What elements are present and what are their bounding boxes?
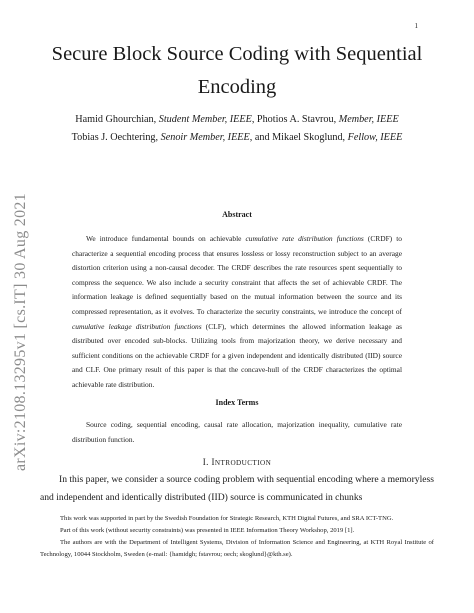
index-terms-text: Source coding, sequential encoding, causal rate allocation, majorization inequality, cumulative rate distribution function. xyxy=(72,420,402,444)
introduction-text: In this paper, we consider a source coding problem with sequential encoding where a memoryless and independent and identically distributed (IID) source is communicated in chunks xyxy=(40,474,434,503)
footnote-prior-work: Part of this work (without security constraints) was presented in IEEE Information Theory Workshop, 2019 [1]. xyxy=(60,527,355,534)
author-1-name: Hamid Ghourchian, xyxy=(75,114,159,125)
author-4-role: Fellow, IEEE xyxy=(347,132,403,143)
paper-title: Secure Block Source Coding with Sequential Encoding xyxy=(51,43,423,98)
abstract-heading: Abstract xyxy=(222,210,252,219)
author-line-2 xyxy=(40,129,434,147)
author-4-name: , and Mikael Skoglund, xyxy=(249,132,348,143)
author-3-role: Senoir Member, IEEE xyxy=(160,132,250,143)
page-number: 1 xyxy=(414,22,418,30)
author-2-name: , Photios A. Stavrou, xyxy=(251,114,339,125)
arxiv-identifier-stamp xyxy=(10,182,32,482)
section-number: I. I xyxy=(202,457,215,467)
section-heading xyxy=(0,457,474,467)
abstract-body xyxy=(72,232,402,393)
abstract-text-3: (CLF), which determines the allowed information leakage as distributed over encoded sub-blocks. Utilizing tools from majorization theory, we derive necessary and sufficient conditions on the achievable CRDF for a given independent and identically distributed (IID) source and CLF. One primary result of this paper is that the concave-hull of the CRDF characterizes the optimal achievable rate distribution. xyxy=(72,321,402,389)
footnote-funding: This work was supported in part by the Swedish Foundation for Strategic Research, KTH Digital Futures, and SRA ICT-TNG. xyxy=(60,515,394,522)
abstract-term-clf: cumulative leakage distribution functions xyxy=(72,321,202,331)
footnote-affiliation: The authors are with the Department of Intelligent Systems, Division of Information Science and Engineering, at KTH Royal Institute of Technology, 10044 Stockholm, Sweden (e-mail: {hamidgh; fstavrou; oech; skoglund}@kth.se). xyxy=(40,539,434,558)
index-terms-heading: Index Terms xyxy=(215,398,259,407)
footnotes xyxy=(40,513,434,561)
author-1-role: Student Member, IEEE xyxy=(158,114,252,125)
abstract-text-2: (CRDF) to characterize a sequential encoding process that ensures lossless or lossy reconstruction subject to an average distortion criterion using a non-causal decoder. The CRDF describes the rate resources spent sequentially to compress the sequence. We also include a security constraint that affects the set of achievable CRDF. The information leakage is defined sequentially based on the mutual information between the source and its compressed representation, as it evolves. To characterize the security constraints, we introduce the concept of xyxy=(72,234,402,316)
author-line-1 xyxy=(40,111,434,129)
author-list xyxy=(40,111,434,147)
arxiv-identifier-text: arXiv:2108.13295v1 [cs.IT] 30 Aug 2021 xyxy=(12,192,29,472)
author-2-role: Member, IEEE xyxy=(338,114,399,125)
abstract-term-crdf: cumulative rate distribution functions xyxy=(245,234,364,243)
section-title: NTRODUCTION xyxy=(214,459,272,467)
author-3-name: Tobias J. Oechtering, xyxy=(71,132,161,143)
abstract-text-1: We introduce fundamental bounds on achievable xyxy=(86,234,246,243)
